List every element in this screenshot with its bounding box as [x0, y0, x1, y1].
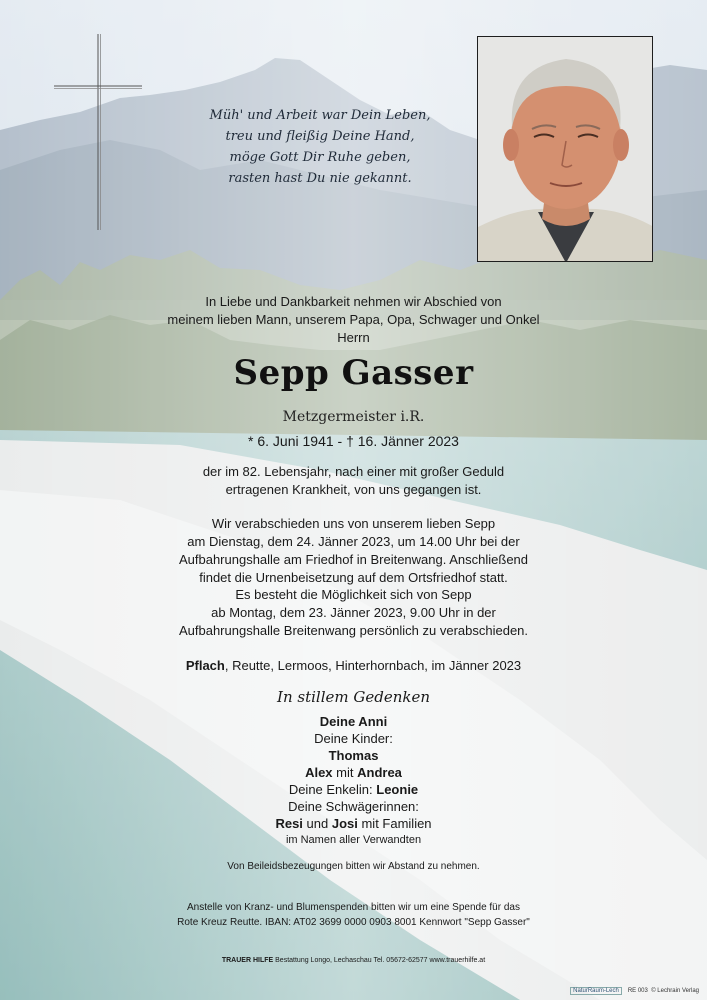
family-label: Deine Enkelin: — [288, 782, 377, 797]
cross-icon — [54, 34, 142, 230]
image-credit-badge: NaturRaum-Lech — [570, 987, 622, 995]
donation-note — [0, 900, 707, 930]
poem — [170, 105, 470, 189]
funeral-line: Aufbahrungshalle am Friedhof in Breitenwang. Anschließend — [178, 552, 529, 567]
family-member: Andrea — [357, 765, 402, 780]
corner-credits — [570, 987, 699, 995]
poem-line: treu und fleißig Deine Hand, — [225, 129, 415, 144]
place-bold: Pflach — [185, 658, 225, 673]
portrait-image — [478, 37, 653, 262]
footer-brand: TRAUER HILFE — [221, 957, 274, 964]
footer-text: Bestattung Longo, Lechaschau Tel. 05672-62577 www.trauerhilfe.at — [273, 957, 486, 964]
illness-line: der im 82. Lebensjahr, nach einer mit großer Geduld — [202, 464, 505, 479]
copyright: © Lechrain Verlag — [651, 988, 699, 994]
family-member: Leonie — [376, 782, 419, 797]
poem-line: Müh' und Arbeit war Dein Leben, — [209, 108, 431, 123]
gedenken-heading: In stillem Gedenken — [277, 688, 430, 706]
condolences-note: Von Beileidsbezeugungen bitten wir Abstand zu nehmen. — [227, 861, 480, 872]
footer — [0, 957, 707, 964]
portrait-photo — [477, 36, 653, 262]
product-code: RE 003 — [627, 988, 648, 994]
viewing-line: Es besteht die Möglichkeit sich von Sepp — [235, 587, 472, 602]
intro-line: Herrn — [337, 330, 370, 345]
family-list — [0, 713, 707, 849]
viewing-text — [0, 586, 707, 640]
intro-line: meinem lieben Mann, unserem Papa, Opa, Schwager und Onkel — [167, 312, 540, 327]
funeral-line: Wir verabschieden uns von unserem lieben Sepp — [211, 516, 496, 531]
funeral-line: findet die Urnenbeisetzung auf dem Ortsfriedhof statt. — [199, 570, 508, 585]
poem-line: möge Gott Dir Ruhe geben, — [229, 150, 411, 165]
family-member: Resi — [275, 816, 303, 831]
funeral-text — [0, 515, 707, 587]
deceased-name: Sepp Gasser — [233, 353, 474, 393]
family-connector: mit — [332, 765, 358, 780]
viewing-line: ab Montag, dem 23. Jänner 2023, 9.00 Uhr in der — [211, 605, 496, 620]
funeral-line: am Dienstag, dem 24. Jänner 2023, um 14.00 Uhr bei der — [187, 534, 520, 549]
illness-text — [0, 463, 707, 499]
donation-line: Anstelle von Kranz- und Blumenspenden bitten wir um eine Spende für das — [187, 902, 520, 913]
family-label: Deine Kinder: — [314, 731, 393, 746]
poem-line: rasten hast Du nie gekannt. — [228, 171, 412, 186]
life-dates: * 6. Juni 1941 - † 16. Jänner 2023 — [248, 433, 459, 449]
profession: Metzgermeister i.R. — [282, 409, 425, 425]
family-label: Deine Schwägerinnen: — [288, 799, 419, 814]
family-member: Deine Anni — [319, 714, 388, 729]
donation-line: Rote Kreuz Reutte. IBAN: AT02 3699 0000 0903 8001 Kennwort "Sepp Gasser" — [177, 917, 530, 928]
intro-text — [0, 293, 707, 347]
family-member: Thomas — [328, 748, 379, 763]
places-rest: , Reutte, Lermoos, Hinterhornbach, im Jänner 2023 — [224, 658, 522, 673]
family-member: Josi — [331, 816, 358, 831]
places-date — [0, 657, 707, 675]
intro-line: In Liebe und Dankbarkeit nehmen wir Abschied von — [205, 294, 502, 309]
illness-line: ertragenen Krankheit, von uns gegangen ist. — [225, 482, 482, 497]
family-connector: mit Familien — [357, 816, 432, 831]
family-label: im Namen aller Verwandten — [285, 834, 422, 846]
family-member: Alex — [305, 765, 333, 780]
viewing-line: Aufbahrungshalle Breitenwang persönlich zu verabschieden. — [178, 623, 529, 638]
family-connector: und — [302, 816, 332, 831]
